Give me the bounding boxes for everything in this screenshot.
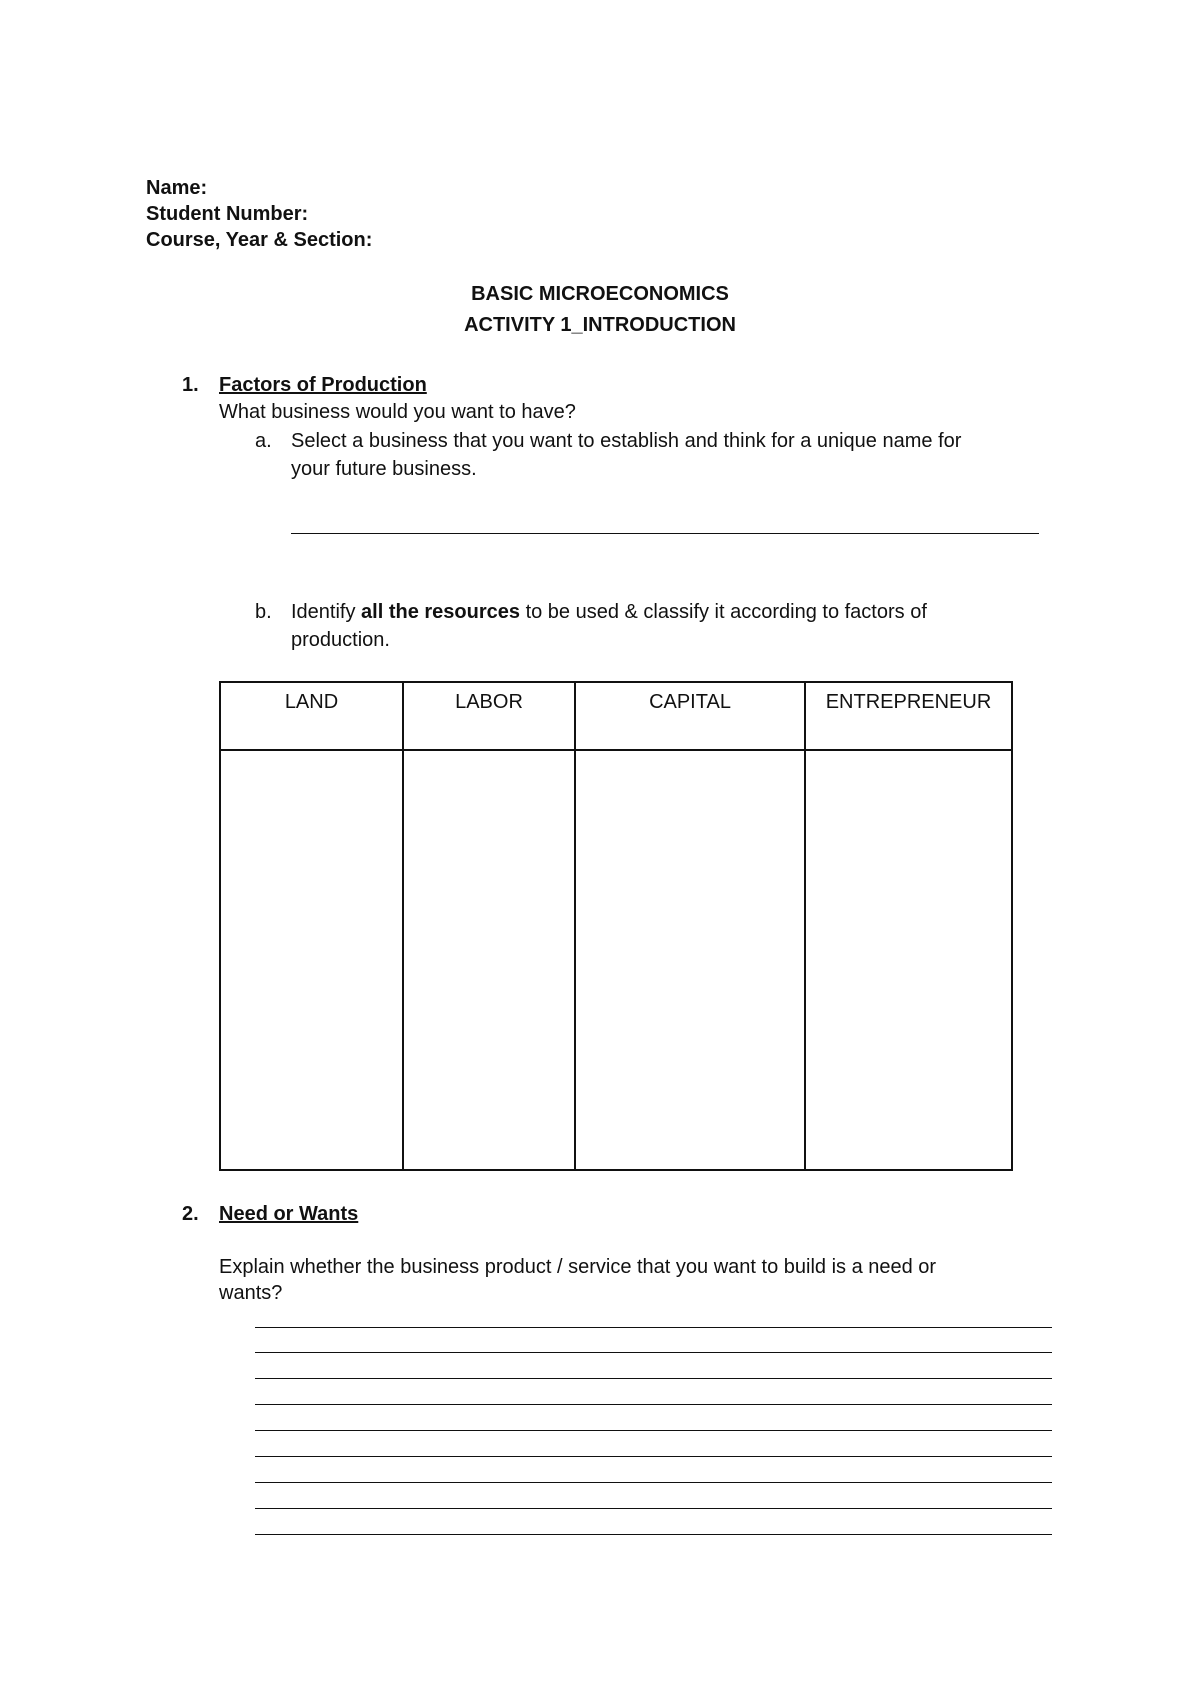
answer-line[interactable] — [255, 1430, 1052, 1431]
column-header-entrepreneur: ENTREPRENEUR — [805, 682, 1012, 750]
factors-table-header-row — [220, 682, 1012, 750]
name-label: Name: — [146, 177, 208, 199]
item-a-text-line1: Select a business that you want to establish and think for a unique name for — [291, 430, 962, 452]
answer-line[interactable] — [255, 1456, 1052, 1457]
section-1-number: 1. — [182, 374, 199, 396]
section-2-number: 2. — [182, 1203, 199, 1225]
answer-line[interactable] — [255, 1327, 1052, 1328]
section-2-prompt-line1: Explain whether the business product / service that you want to build is a need or — [219, 1256, 937, 1278]
item-b-text-line1 — [291, 598, 927, 626]
column-header-labor: LABOR — [403, 682, 575, 750]
land-answer-cell[interactable] — [220, 750, 403, 1170]
item-b-bold: all the resources — [361, 601, 521, 623]
item-b-suffix: to be used & classify it according to factors of — [520, 601, 927, 623]
business-name-answer-line[interactable] — [291, 533, 1039, 534]
item-a-text-line2: your future business. — [291, 458, 477, 480]
answer-line[interactable] — [255, 1352, 1052, 1353]
section-1-title: Factors of Production — [219, 374, 427, 396]
labor-answer-cell[interactable] — [403, 750, 575, 1170]
capital-answer-cell[interactable] — [575, 750, 805, 1170]
activity-title: ACTIVITY 1_INTRODUCTION — [464, 314, 736, 336]
section-1-question: What business would you want to have? — [219, 401, 576, 423]
item-b-marker: b. — [255, 601, 272, 623]
item-a-marker: a. — [255, 430, 272, 452]
section-2-prompt-line2: wants? — [219, 1282, 283, 1304]
student-number-label: Student Number: — [146, 203, 309, 225]
item-b-text-line2: production. — [291, 629, 390, 651]
factors-table — [219, 681, 1013, 1171]
item-b-prefix: Identify — [291, 601, 362, 623]
section-2-title: Need or Wants — [219, 1203, 359, 1225]
factors-table-answer-row — [220, 750, 1012, 1170]
entrepreneur-answer-cell[interactable] — [805, 750, 1012, 1170]
answer-line[interactable] — [255, 1482, 1052, 1483]
document-title: BASIC MICROECONOMICS — [471, 283, 729, 305]
course-year-section-label: Course, Year & Section: — [146, 229, 373, 251]
column-header-capital: CAPITAL — [575, 682, 805, 750]
column-header-land: LAND — [220, 682, 403, 750]
answer-line[interactable] — [255, 1534, 1052, 1535]
answer-line[interactable] — [255, 1378, 1052, 1379]
answer-line[interactable] — [255, 1404, 1052, 1405]
answer-line[interactable] — [255, 1508, 1052, 1509]
